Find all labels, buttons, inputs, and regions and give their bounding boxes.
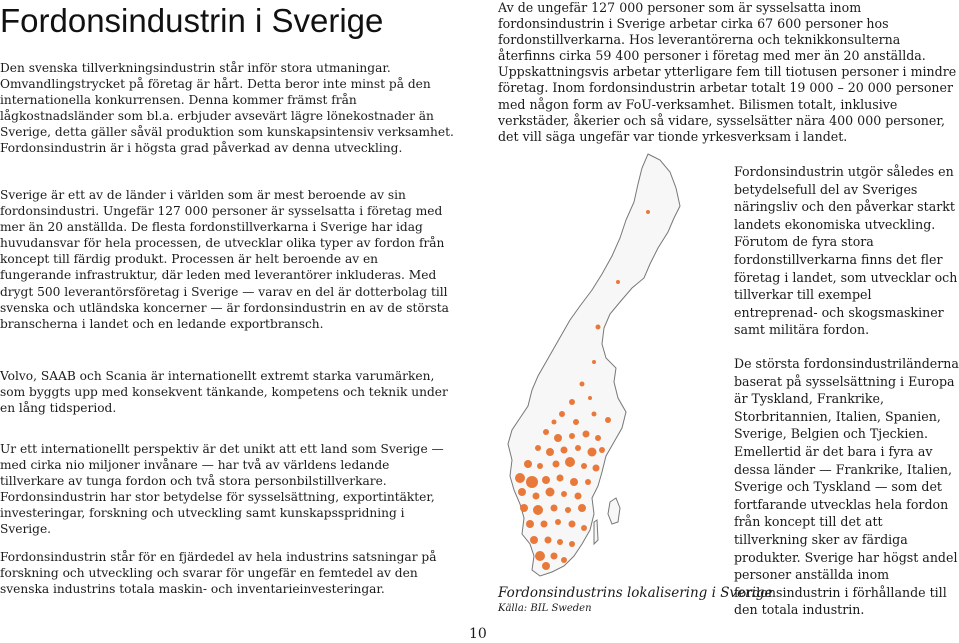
body-paragraph-3: Ur ett internationellt perspektiv är det unikt att ett land som Sverige — med cirka nio miljoner invånare — har två av världens ledande tillverkare av tunga fordon och två stora personbilstillverkare. Fordonsindustrin har stor betydelse för sysselsättning, exportintäkter, investeringar, forskning och utveckling samt kunskapsspridning i Sverige. [0, 442, 444, 537]
location-dot [561, 557, 567, 563]
location-dot [515, 473, 525, 483]
location-dot [535, 551, 545, 561]
location-dot [569, 399, 575, 405]
location-dot [554, 434, 562, 442]
location-dot [570, 478, 578, 486]
body-paragraph-4: Fordonsindustrin står för en fjärdedel av hela industrins satsningar på forskning och utveckling och svarar för ungefär en femtedel av den svenska industrins totala maskin- och inventarieinvesteringar. [0, 550, 437, 597]
map-source: Källa: BIL Sweden [498, 603, 592, 614]
location-dot [524, 460, 532, 468]
location-dot [542, 476, 550, 484]
location-dot [545, 537, 552, 544]
location-dot [526, 476, 538, 488]
location-dot [569, 541, 575, 547]
location-dot [561, 447, 568, 454]
location-dot [526, 520, 534, 528]
location-dot [578, 504, 586, 512]
sweden-map-svg [498, 152, 730, 592]
location-dot [599, 447, 605, 453]
location-dot [605, 417, 611, 423]
location-dot [575, 445, 581, 451]
location-dot [593, 465, 600, 472]
body-paragraph-2: Volvo, SAAB och Scania är internationellt extremt starka varumärken, som byggts upp med konsekvent tänkande, kompetens och teknik under en lång tidsperiod. [0, 369, 448, 416]
location-dot [559, 411, 565, 417]
location-dot [583, 431, 590, 438]
location-dot [646, 210, 650, 214]
location-dot [520, 504, 528, 512]
location-dot [552, 420, 557, 425]
map-caption: Fordonsindustrins lokalisering i Sverige [498, 585, 773, 601]
location-dot [546, 488, 555, 497]
location-dot [581, 525, 587, 531]
intro-paragraph: Den svenska tillverkningsindustrin står inför stora utmaningar. Omvandlingstrycket på företag är hårt. Detta beror inte minst på den internationella konkurrensen. Denna kommer främst från lågkostnadsländer som bl.a. erbjuder avsevärt lägre lönekostnader än Sverige, detta gäller såväl produktion som kunskapsintensiv verksamhet. Fordonsindustrin är i högsta grad påverkad av denna utveckling. [0, 61, 454, 156]
location-dot [553, 461, 560, 468]
page-number: 10 [469, 626, 487, 642]
location-dot [580, 382, 585, 387]
location-dot [569, 521, 576, 528]
location-dot [561, 491, 567, 497]
location-dot [575, 493, 582, 500]
location-dot [573, 419, 579, 425]
location-dot [542, 562, 550, 570]
location-dot [543, 429, 549, 435]
sweden-map [498, 152, 730, 592]
location-dot [518, 488, 526, 496]
location-dot [565, 457, 575, 467]
location-dot [546, 448, 554, 456]
location-dot [537, 463, 543, 469]
location-dot [557, 539, 563, 545]
location-dot [585, 479, 591, 485]
location-dot [533, 493, 540, 500]
location-dot [535, 445, 541, 451]
location-dot [551, 505, 558, 512]
location-dot [569, 433, 575, 439]
right-column-paragraph-2: Fordonsindustrin utgör således en betydelsefull del av Sveriges näringsliv och den påverkar starkt landets ekonomiska utveckling. Förutom de fyra stora fordonstillverkarna finns det fler företag i landet, som utvecklar och tillverkar till exempel entreprenad- och skogsmaskiner samt militära fordon. [734, 164, 958, 338]
location-dot [595, 435, 601, 441]
location-dot [555, 519, 561, 525]
right-column-intro: Av de ungefär 127 000 personer som är sysselsatta inom fordonsindustrin i Sverige arbetar cirka 67 600 personer hos fordonstillverkarna. Hos leverantörerna och teknikkonsulterna återfinns cirka 59 400 personer i företag med mer än 20 anställda. Uppskattningsvis arbetar ytterligare fem till tiotusen personer i mindre företag. Inom fordonsindustrin arbetar totalt 19 000 – 20 000 personer med någon form av FoU-verksamhet. Bilismen totalt, inklusive verkstäder, åkerier och så vidare, sysselsätter nära 400 000 personer, det vill säga ungefär var tionde yrkesverksam i landet. [498, 0, 957, 144]
page-title: Fordonsindustrin i Sverige [0, 2, 384, 39]
gotland-island [608, 498, 620, 524]
location-dot [530, 536, 538, 544]
location-dot [596, 325, 601, 330]
location-dot [533, 505, 543, 515]
location-dot [592, 360, 596, 364]
location-dot [581, 463, 587, 469]
right-column-paragraph-3: De största fordonsindustriländerna baserat på sysselsättning i Europa är Tyskland, Frankrike, Storbritannien, Italien, Spanien, Sverige, Belgien och Tjeckien. Emellertid är det bara i fyra av dessa länder — Frankrike, Italien, Sverige och Tyskland — som det fortfarande utvecklas hela fordon från koncept till det att tillverkning sker av färdiga produkter. Sverige har högst andel personer anställda inom fordonsindustrin i förhållande till den totala industrin. [734, 356, 959, 618]
location-dot [588, 396, 592, 400]
location-dot [588, 448, 597, 457]
body-paragraph-1: Sverige är ett av de länder i världen som är mest beroende av sin fordonsindustri. Ungefär 127 000 personer är sysselsatta i företag med mer än 20 anställda. De flesta fordonstillverkarna i Sverige har idag huvudansvar för hela processen, de utvecklar olika typer av fordon från koncept till färdig produkt. Processen är helt beroende av en fungerande infrastruktur, där leden med leverantörer inkluderas. Med drygt 500 leverantörsföretag i Sverige — varav en del är dotterbolag till svenska och utländska koncerner — är fordonsindustrin en av de största branscherna i landet och en ledande exportbransch. [0, 188, 449, 331]
location-dot [616, 280, 620, 284]
location-dot [541, 521, 548, 528]
location-dot [557, 475, 564, 482]
location-dot [551, 553, 558, 560]
location-dot [565, 507, 571, 513]
oland-island [594, 520, 598, 544]
location-dot [592, 412, 597, 417]
